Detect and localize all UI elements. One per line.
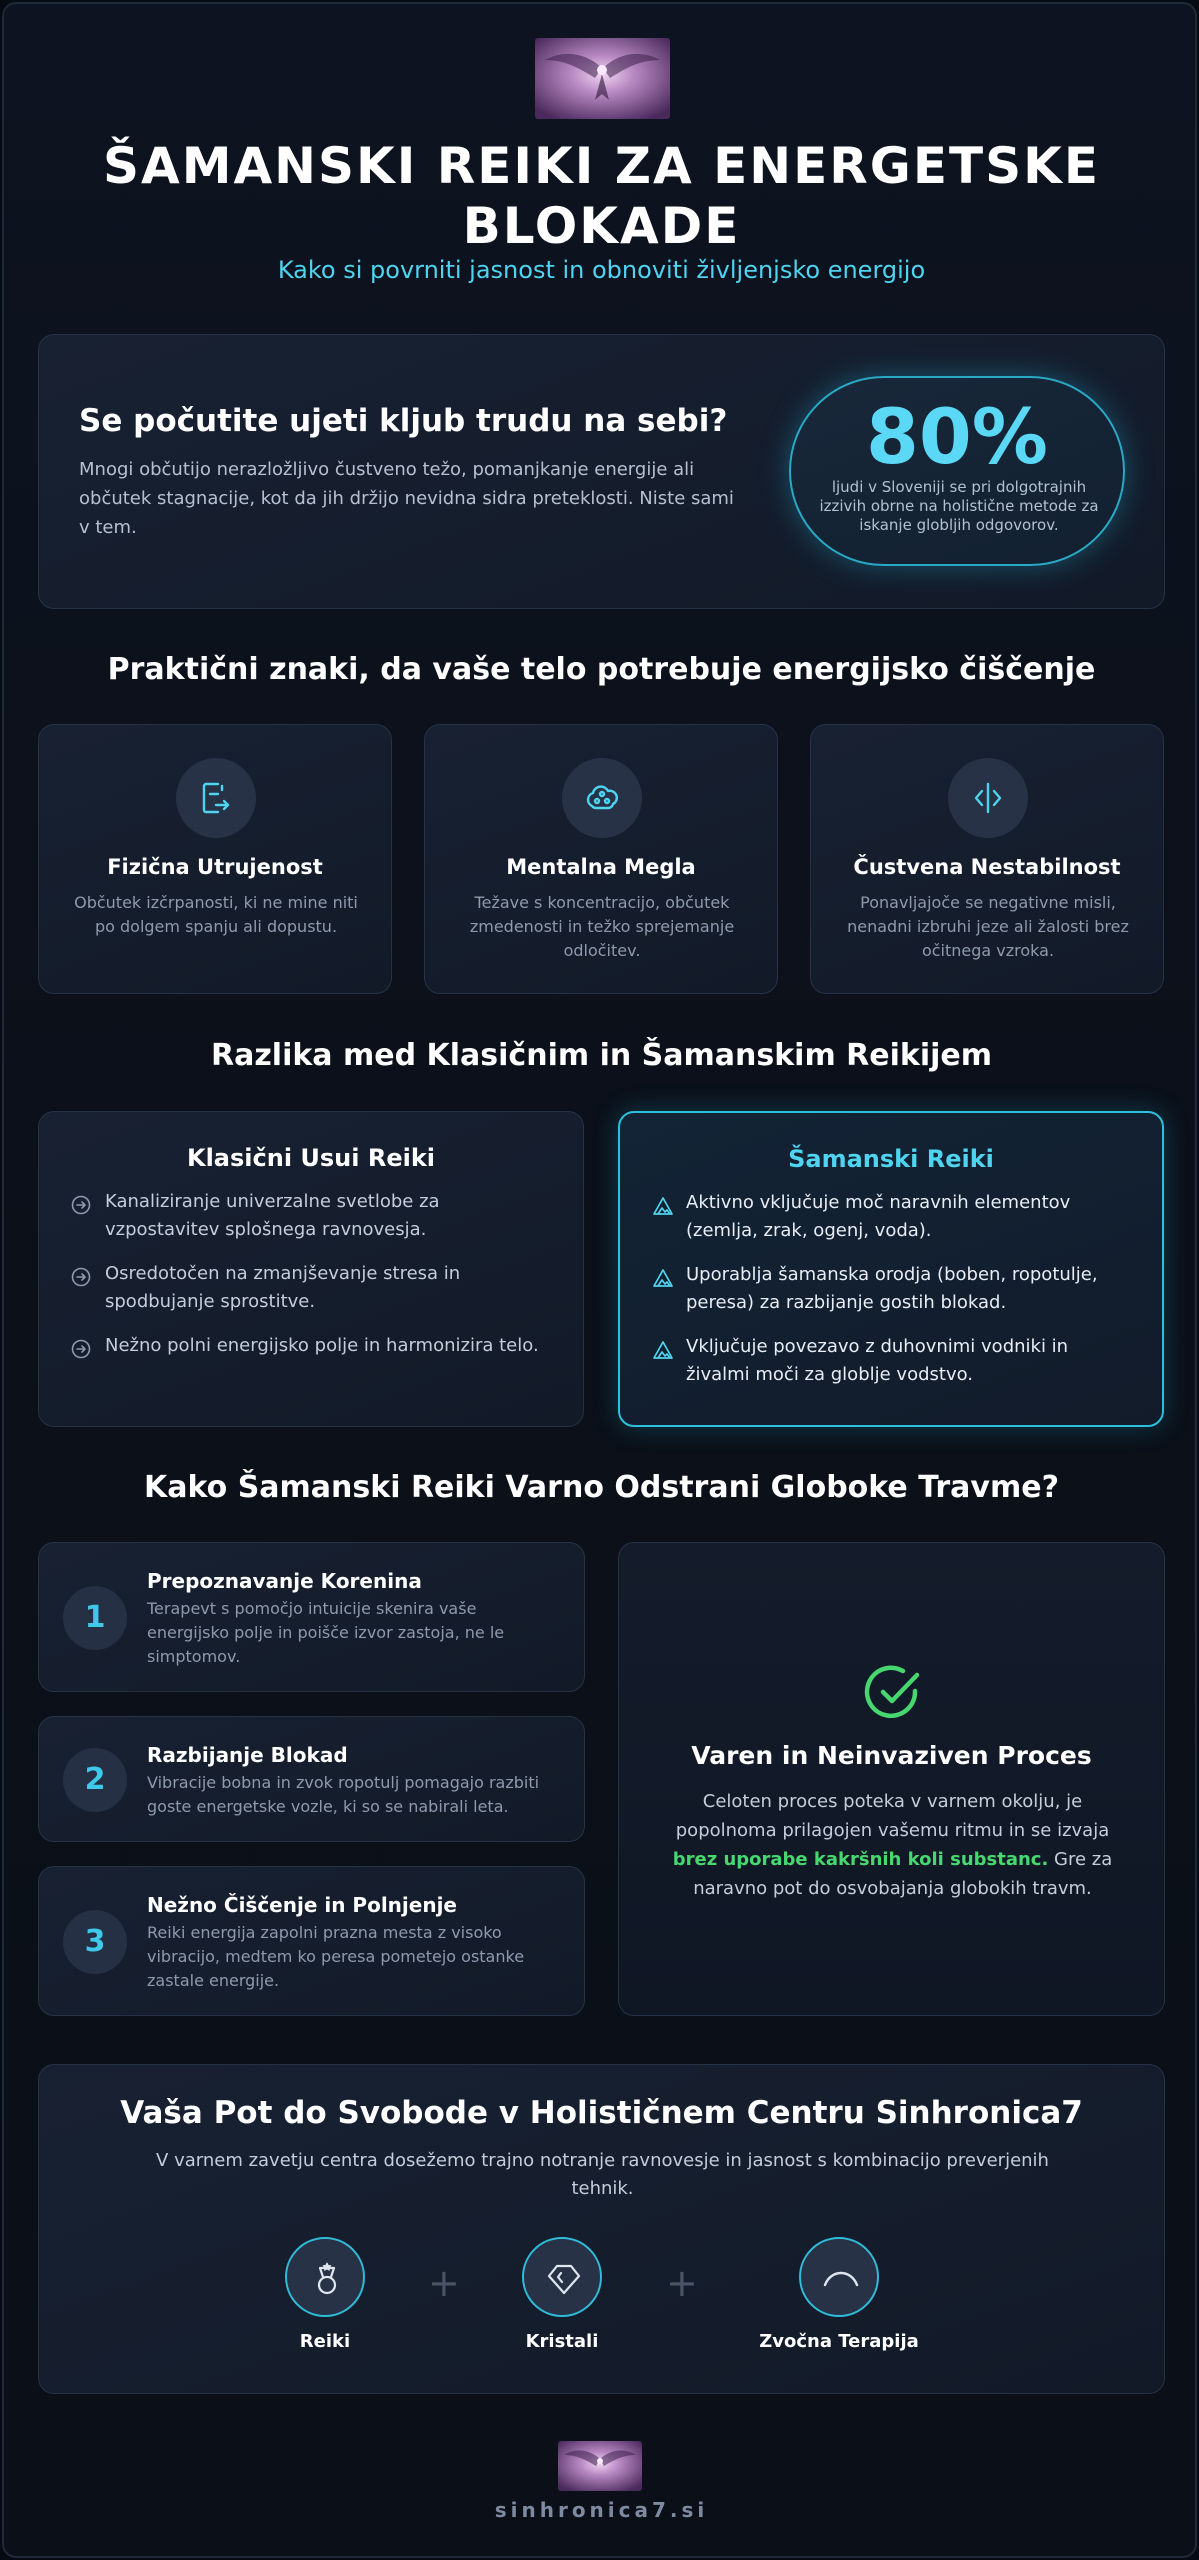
- brain-cloud-icon: [562, 758, 642, 838]
- path-card: [38, 2064, 1165, 2394]
- plus-separator: +: [666, 2261, 698, 2305]
- step-title: Nežno Čiščenje in Polnjenje: [147, 1893, 457, 1917]
- step-number: 1: [63, 1586, 127, 1650]
- path-label: Reiki: [299, 2331, 351, 2352]
- website-link[interactable]: sinhronica7.si: [494, 2498, 709, 2522]
- logo-image: [535, 38, 670, 119]
- mountain-triangle-icon: [652, 1340, 674, 1364]
- arrow-circle-icon: [71, 1195, 91, 1219]
- footer-logo-image: [558, 2441, 642, 2491]
- step-number: 2: [63, 1748, 127, 1812]
- sign-card-emotional: [810, 724, 1164, 994]
- medal-icon: [285, 2237, 365, 2317]
- shaman-item: Vključuje povezavo z duhovnimi vodniki in živalmi moči za globlje vodstvo.: [686, 1336, 1069, 1385]
- classic-item: Osredotočen na zmanjševanje stresa in spodbujanje sprostitve.: [105, 1263, 461, 1312]
- comparison-section-title: Razlika med Klasičnim in Šamanskim Reikijem: [210, 1038, 993, 1073]
- process-section-title: Kako Šamanski Reiki Varno Odstrani Globoke Travme?: [144, 1470, 1059, 1505]
- page-title: ŠAMANSKI REIKI ZA ENERGETSKE BLOKADE: [102, 137, 1100, 255]
- safe-text-highlight: brez uporabe kakršnih koli substanc.: [672, 1849, 1049, 1870]
- step-title: Razbijanje Blokad: [147, 1743, 348, 1767]
- step-card: [38, 1542, 585, 1692]
- sign-text: Občutek izčrpanosti, ki ne mine niti po dolgem spanju ali dopustu.: [74, 893, 358, 936]
- classic-item: Nežno polni energijsko polje in harmonizira telo.: [105, 1335, 539, 1356]
- sign-card-brain-fog: [424, 724, 778, 994]
- mountain-triangle-icon: [652, 1196, 674, 1220]
- split-code-icon: [948, 758, 1028, 838]
- step-number: 3: [63, 1910, 127, 1974]
- infographic-page: [2, 2, 1197, 2558]
- safe-text-start: Celoten proces poteka v varnem okolju, je popolnoma prilagojen vašemu ritmu in se izvaja: [675, 1791, 1110, 1841]
- step-card: [38, 1716, 585, 1842]
- page-subtitle: Kako si povrniti jasnost in obnoviti življenjsko energijo: [277, 256, 926, 284]
- arc-wave-icon: [799, 2237, 879, 2317]
- hero-card: [38, 334, 1165, 609]
- shaman-item: Aktivno vključuje moč naravnih elementov (zemlja, zrak, ogenj, voda).: [686, 1192, 1071, 1241]
- plus-separator: +: [428, 2261, 460, 2305]
- hero-title: Se počutite ujeti kljub trudu na sebi?: [79, 403, 728, 439]
- shaman-item: Uporablja šamanska orodja (boben, ropotulje, peresa) za razbijanje gostih blokad.: [686, 1264, 1098, 1313]
- stat-text: ljudi v Sloveniji se pri dolgotrajnih izzivih obrne na holistične metode za iskanje globljih odgovorov.: [819, 478, 1099, 534]
- sign-title: Fizična Utrujenost: [107, 855, 323, 879]
- step-text: Reiki energija zapolni prazna mesta z visoko vibracijo, medtem ko peresa pometejo ostanke zastale energije.: [147, 1923, 525, 1990]
- path-label: Zvočna Terapija: [759, 2331, 919, 2352]
- step-card: [38, 1866, 585, 2016]
- path-label: Kristali: [525, 2331, 599, 2352]
- sign-title: Mentalna Megla: [506, 855, 696, 879]
- check-circle-icon: [863, 1663, 923, 1727]
- stat-badge: [789, 376, 1125, 566]
- sign-text: Težave s koncentracijo, občutek zmedenosti in težko sprejemanje odločitev.: [469, 893, 735, 960]
- stat-value: 80%: [866, 392, 1048, 481]
- hero-text: Mnogi občutijo nerazložljivo čustveno težo, pomanjkanje energije ali občutek stagnacije, kot da jih držijo nevidna sidra preteklosti. Niste sami v tem.: [79, 459, 734, 538]
- safe-text: [659, 1787, 1126, 1903]
- step-title: Prepoznavanje Korenina: [147, 1569, 422, 1593]
- signs-section-title: Praktični znaki, da vaše telo potrebuje energijsko čiščenje: [107, 652, 1096, 687]
- path-title: Vaša Pot do Svobode v Holističnem Centru Sinhronica7: [120, 2095, 1083, 2131]
- exit-door-icon: [176, 758, 256, 838]
- arrow-circle-icon: [71, 1267, 91, 1291]
- safe-text-end: Gre za naravno pot do osvobajanja globokih travm.: [693, 1849, 1113, 1899]
- arrow-circle-icon: [71, 1339, 91, 1363]
- sign-text: Ponavljajoče se negativne misli, nenadni izbruhi jeze ali žalosti brez očitnega vzroka.: [847, 893, 1129, 960]
- classic-reiki-card: [38, 1111, 584, 1427]
- shaman-reiki-title: Šamanski Reiki: [788, 1145, 994, 1173]
- sign-title: Čustvena Nestabilnost: [853, 855, 1121, 879]
- gem-icon: [522, 2237, 602, 2317]
- step-text: Vibracije bobna in zvok ropotulj pomagajo razbiti goste energetske vozle, ki so se nabirali leta.: [147, 1773, 540, 1816]
- sign-card-fatigue: [38, 724, 392, 994]
- path-text: V varnem zavetju centra dosežemo trajno notranje ravnovesje in jasnost s kombinacijo preverjenih tehnik.: [156, 2150, 1049, 2199]
- classic-item: Kanaliziranje univerzalne svetlobe za vzpostavitev splošnega ravnovesja.: [105, 1191, 440, 1240]
- step-text: Terapevt s pomočjo intuicije skenira vaše energijsko polje in poišče izvor zastoja, ne le simptomov.: [147, 1599, 505, 1666]
- safe-process-card: [618, 1542, 1165, 2016]
- mountain-triangle-icon: [652, 1268, 674, 1292]
- classic-reiki-title: Klasični Usui Reiki: [186, 1144, 436, 1172]
- safe-title: Varen in Neinvaziven Proces: [691, 1741, 1092, 1770]
- shaman-reiki-card: [618, 1111, 1164, 1427]
